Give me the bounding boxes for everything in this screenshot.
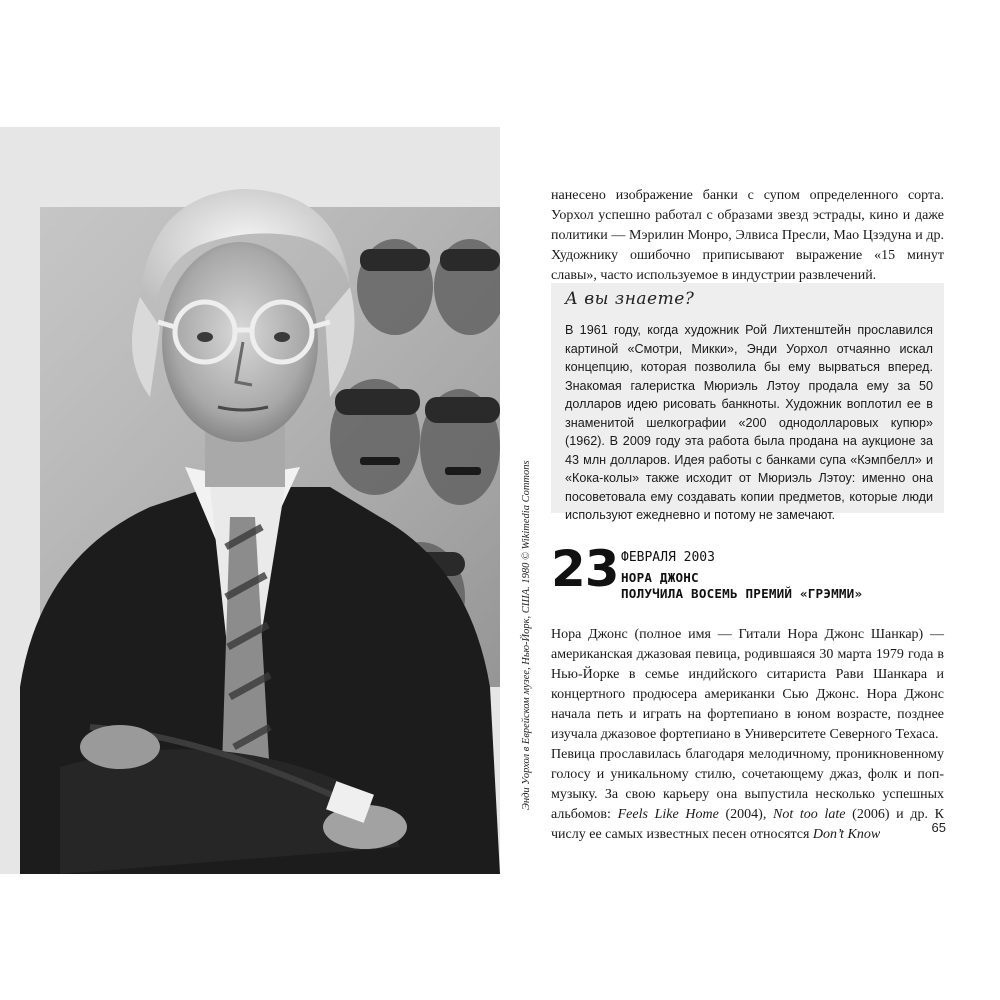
callout-text: В 1961 году, когда художник Рой Лихтенштейн прославился картиной «Смотри, Микки», Энди Уорхол отчаянно искал концепцию, которая позволила бы ему вырваться вперед. Знакомая галеристка Мюриэль Лэтоу продала ему за 50 долларов идею рисовать банкноты. Художник воплотил ее в знаменитой шелкографии «200 однодолларовых купюр» (1962). В 2009 году эта работа была продана на аукционе за 43 млн долларов. Идея работы с банками супа «Кэмпбелл» и «Кока-колы» также исходит от Мюриэль Лэтоу: именно она посоветовала ему создавать копии предметов, которые люди используют ежедневно и потому не замечают.: [565, 323, 933, 522]
entry-title-line1: НОРА ДЖОНС: [621, 570, 699, 585]
intro-text: нанесено изображение банки с супом определенного сорта. Уорхол успешно работал с образами звезд эстрады, кино и даже политики — Мэрилин Монро, Элвиса Пресли, Мао Цзэдуна и др. Художнику ошибочно приписывают выражение «15 минут славы», часто используемое в индустрии развлечений.: [551, 188, 944, 283]
callout-title: А вы знаете?: [565, 289, 695, 309]
page-number: 65: [931, 820, 946, 835]
story-paragraph-2: [551, 745, 944, 845]
story-p2-a: Певица прославилась благодаря мелодичному, проникновенному голосу и уникальному стилю, сочетающему джаз, фолк и поп-музыку. За свою карьеру она выпустила несколько успешных альбомов:: [551, 747, 944, 822]
song-dont-know: Don’t Know: [812, 827, 881, 842]
date-heading: [551, 540, 944, 607]
portrait-illustration: [0, 127, 500, 874]
intro-paragraph: [551, 186, 944, 286]
date-month-year: ФЕВРАЛЯ 2003: [621, 550, 715, 565]
story-text: [551, 625, 944, 845]
did-you-know-callout: [551, 283, 944, 522]
portrait-photo: [0, 127, 500, 874]
photo-caption: Энди Уорхол в Еврейском музее, Нью-Йорк, США. 1980 © Wikimedia Commons: [521, 460, 532, 810]
story-p2-c: (2006) и др. К числу ее самых известных песен относятся: [551, 807, 944, 842]
album-feels-like-home: Feels Like Home: [617, 807, 719, 822]
story-paragraph-1: Нора Джонс (полное имя — Гитали Нора Джонс Шанкар) — американская джазовая певица, родившаяся 30 марта 1979 года в Нью-Йорке в семье индийского ситариста Рави Шанкара и концертного продюсера американки Сью Джонс. Нора Джонс начала петь и играть на фортепиано в юном возрасте, позднее изучала джазовое фортепиано в Университете Северного Техаса.: [551, 627, 944, 742]
entry-title: [621, 570, 862, 602]
story-p2-b: (2004),: [718, 807, 774, 822]
entry-title-line2: ПОЛУЧИЛА ВОСЕМЬ ПРЕМИЙ «ГРЭММИ»: [621, 586, 863, 601]
album-not-too-late: Not too late: [773, 807, 846, 822]
date-day: 23: [551, 540, 619, 598]
